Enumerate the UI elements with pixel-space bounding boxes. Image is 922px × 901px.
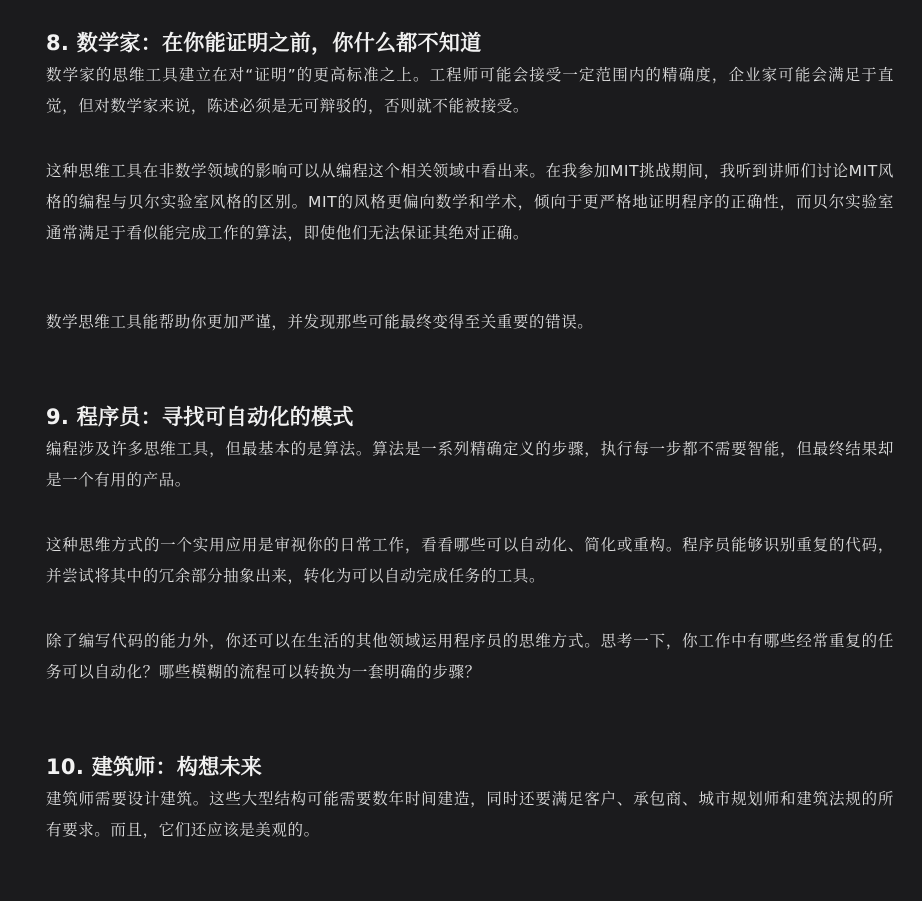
section-title-architect: 10. 建筑师：构想未来 <box>46 755 263 779</box>
paragraph: 建筑师需要设计建筑。这些大型结构可能需要数年时间建造，同时还要满足客户、承包商、城市规划师和建筑法规的所有要求。而且，它们还应该是美观的。 <box>46 790 894 839</box>
paragraph: 这种思维工具在非数学领域的影响可以从编程这个相关领域中看出来。在我参加MIT挑战期间，我听到讲师们讨论MIT风格的编程与贝尔实验室风格的区别。MIT的风格更偏向数学和学术，倾向于更严格地证明程序的正确性，而贝尔实验室通常满足于看似能完成工作的算法，即使他们无法保证其绝对正确。 <box>46 162 894 242</box>
spacer <box>46 122 894 156</box>
spacer <box>46 249 894 307</box>
paragraph: 数学思维工具能帮助你更加严谨，并发现那些可能最终变得至关重要的错误。 <box>46 313 594 331</box>
section-title-programmer: 9. 程序员：寻找可自动化的模式 <box>46 405 354 429</box>
spacer <box>46 592 894 626</box>
paragraph: 编程涉及许多思维工具，但最基本的是算法。算法是一系列精确定义的步骤，执行每一步都不需要智能，但最终结果却是一个有用的产品。 <box>46 440 894 489</box>
paragraph: 除了编写代码的能力外，你还可以在生活的其他领域运用程序员的思维方式。思考一下，你工作中有哪些经常重复的任务可以自动化？哪些模糊的流程可以转换为一套明确的步骤？ <box>46 632 894 681</box>
spacer <box>46 496 894 530</box>
spacer <box>46 338 894 400</box>
section-title-mathematician: 8. 数学家：在你能证明之前，你什么都不知道 <box>46 31 482 55</box>
paragraph: 数学家的思维工具建立在对“证明”的更高标准之上。工程师可能会接受一定范围内的精确度，企业家可能会满足于直觉，但对数学家来说，陈述必须是无可辩驳的，否则就不能被接受。 <box>46 66 894 115</box>
spacer <box>46 688 894 750</box>
paragraph: 这种思维方式的一个实用应用是审视你的日常工作，看看哪些可以自动化、简化或重构。程序员能够识别重复的代码，并尝试将其中的冗余部分抽象出来，转化为可以自动完成任务的工具。 <box>46 536 894 585</box>
